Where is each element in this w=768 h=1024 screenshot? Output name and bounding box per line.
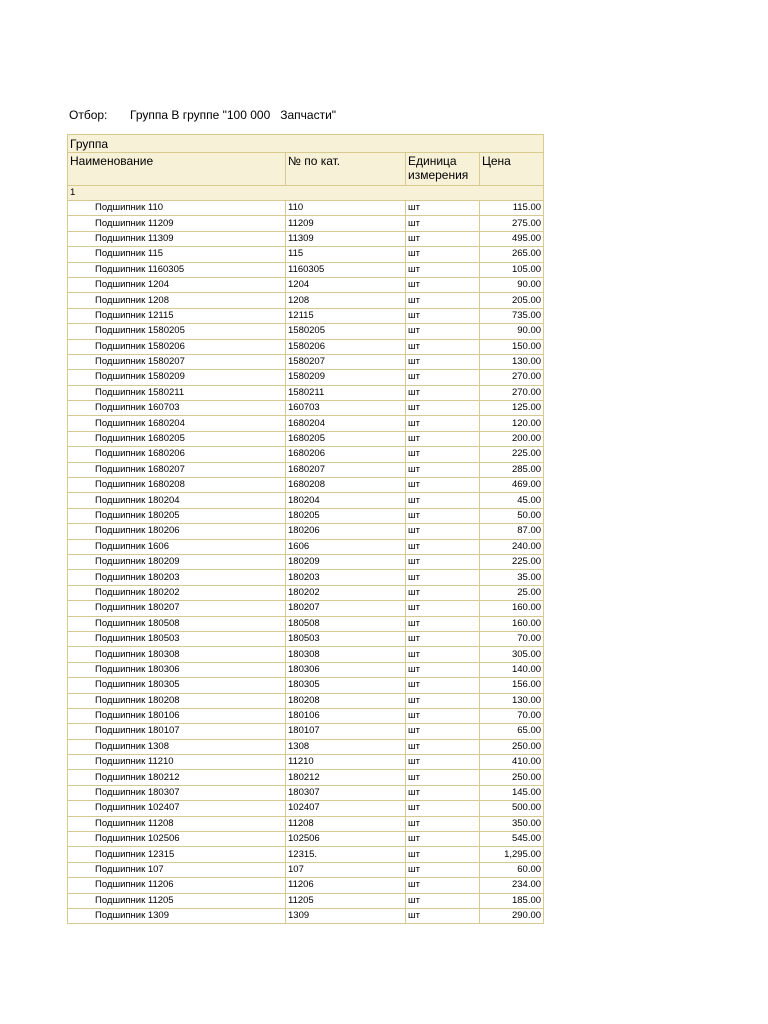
cell-catalog-number: 180107 — [286, 724, 406, 739]
cell-unit: шт — [406, 416, 480, 431]
cell-name: Подшипник 11209 — [68, 216, 286, 231]
cell-catalog-number: 180306 — [286, 662, 406, 677]
table-row — [68, 816, 544, 831]
cell-price: 735.00 — [480, 308, 544, 323]
cell-catalog-number: 180106 — [286, 708, 406, 723]
cell-catalog-number: 1580206 — [286, 339, 406, 354]
cell-catalog-number: 115 — [286, 247, 406, 262]
cell-name: Подшипник 1606 — [68, 539, 286, 554]
cell-name: Подшипник 1308 — [68, 739, 286, 754]
cell-catalog-number: 12315. — [286, 847, 406, 862]
cell-unit: шт — [406, 801, 480, 816]
cell-price: 140.00 — [480, 662, 544, 677]
table-row — [68, 431, 544, 446]
cell-catalog-number: 1680207 — [286, 462, 406, 477]
cell-price: 65.00 — [480, 724, 544, 739]
table-row — [68, 755, 544, 770]
cell-catalog-number: 102506 — [286, 832, 406, 847]
cell-unit: шт — [406, 678, 480, 693]
table-row — [68, 508, 544, 523]
cell-unit: шт — [406, 770, 480, 785]
table-row — [68, 724, 544, 739]
cell-price: 60.00 — [480, 862, 544, 877]
cell-name: Подшипник 180212 — [68, 770, 286, 785]
table-row — [68, 293, 544, 308]
cell-unit: шт — [406, 847, 480, 862]
table-row — [68, 770, 544, 785]
table-row — [68, 339, 544, 354]
cell-price: 160.00 — [480, 616, 544, 631]
cell-unit: шт — [406, 277, 480, 292]
table-row — [68, 493, 544, 508]
table-row — [68, 478, 544, 493]
cell-unit: шт — [406, 262, 480, 277]
table-row — [68, 893, 544, 908]
cell-name: Подшипник 180204 — [68, 493, 286, 508]
header-group-row — [68, 135, 544, 153]
filter-line — [69, 108, 336, 122]
cell-catalog-number: 1580211 — [286, 385, 406, 400]
cell-price: 90.00 — [480, 324, 544, 339]
cell-unit: шт — [406, 247, 480, 262]
cell-unit: шт — [406, 401, 480, 416]
cell-name: Подшипник 180307 — [68, 785, 286, 800]
cell-price: 145.00 — [480, 785, 544, 800]
cell-name: Подшипник 12315 — [68, 847, 286, 862]
cell-price: 545.00 — [480, 832, 544, 847]
cell-price: 205.00 — [480, 293, 544, 308]
column-header-price: Цена — [480, 153, 544, 186]
cell-price: 285.00 — [480, 462, 544, 477]
cell-unit: шт — [406, 832, 480, 847]
cell-unit: шт — [406, 862, 480, 877]
cell-catalog-number: 180202 — [286, 585, 406, 600]
cell-name: Подшипник 180205 — [68, 508, 286, 523]
cell-unit: шт — [406, 693, 480, 708]
cell-price: 35.00 — [480, 570, 544, 585]
table-row — [68, 262, 544, 277]
cell-unit: шт — [406, 739, 480, 754]
table-row — [68, 801, 544, 816]
cell-name: Подшипник 180106 — [68, 708, 286, 723]
table-row — [68, 324, 544, 339]
table-row — [68, 247, 544, 262]
cell-unit: шт — [406, 308, 480, 323]
table-row — [68, 862, 544, 877]
cell-catalog-number: 180307 — [286, 785, 406, 800]
cell-name: Подшипник 180107 — [68, 724, 286, 739]
cell-price: 115.00 — [480, 201, 544, 216]
cell-unit: шт — [406, 201, 480, 216]
cell-price: 185.00 — [480, 893, 544, 908]
cell-name: Подшипник 11309 — [68, 231, 286, 246]
table-row — [68, 385, 544, 400]
cell-unit: шт — [406, 785, 480, 800]
cell-catalog-number: 12115 — [286, 308, 406, 323]
cell-unit: шт — [406, 508, 480, 523]
table-row — [68, 785, 544, 800]
cell-name: Подшипник 1580209 — [68, 370, 286, 385]
cell-price: 240.00 — [480, 539, 544, 554]
table-row — [68, 462, 544, 477]
cell-price: 469.00 — [480, 478, 544, 493]
header-group-cell: Группа — [68, 135, 544, 153]
cell-catalog-number: 180212 — [286, 770, 406, 785]
table-row — [68, 201, 544, 216]
cell-name: Подшипник 1580207 — [68, 354, 286, 369]
cell-catalog-number: 1680205 — [286, 431, 406, 446]
cell-unit: шт — [406, 339, 480, 354]
price-table-body — [68, 135, 544, 924]
cell-catalog-number: 180207 — [286, 601, 406, 616]
cell-name: Подшипник 180503 — [68, 631, 286, 646]
cell-unit: шт — [406, 631, 480, 646]
table-row — [68, 354, 544, 369]
table-row — [68, 647, 544, 662]
cell-unit: шт — [406, 647, 480, 662]
cell-unit: шт — [406, 893, 480, 908]
cell-catalog-number: 1680204 — [286, 416, 406, 431]
cell-price: 156.00 — [480, 678, 544, 693]
cell-name: Подшипник 11210 — [68, 755, 286, 770]
cell-name: Подшипник 11205 — [68, 893, 286, 908]
cell-catalog-number: 180503 — [286, 631, 406, 646]
cell-unit: шт — [406, 216, 480, 231]
cell-unit: шт — [406, 493, 480, 508]
cell-price: 70.00 — [480, 708, 544, 723]
cell-unit: шт — [406, 478, 480, 493]
cell-catalog-number: 1204 — [286, 277, 406, 292]
cell-catalog-number: 180508 — [286, 616, 406, 631]
cell-price: 225.00 — [480, 447, 544, 462]
cell-name: Подшипник 1680207 — [68, 462, 286, 477]
cell-name: Подшипник 180209 — [68, 554, 286, 569]
cell-catalog-number: 11209 — [286, 216, 406, 231]
cell-price: 270.00 — [480, 385, 544, 400]
cell-unit: шт — [406, 293, 480, 308]
cell-price: 125.00 — [480, 401, 544, 416]
column-header-name: Наименование — [68, 153, 286, 186]
cell-price: 265.00 — [480, 247, 544, 262]
table-row — [68, 601, 544, 616]
table-row — [68, 585, 544, 600]
cell-name: Подшипник 180203 — [68, 570, 286, 585]
table-row — [68, 878, 544, 893]
cell-unit: шт — [406, 370, 480, 385]
cell-name: Подшипник 102506 — [68, 832, 286, 847]
cell-catalog-number: 11208 — [286, 816, 406, 831]
cell-catalog-number: 1606 — [286, 539, 406, 554]
cell-price: 290.00 — [480, 908, 544, 923]
table-row — [68, 662, 544, 677]
cell-price: 105.00 — [480, 262, 544, 277]
cell-unit: шт — [406, 878, 480, 893]
cell-catalog-number: 11309 — [286, 231, 406, 246]
table-row — [68, 832, 544, 847]
cell-name: Подшипник 180305 — [68, 678, 286, 693]
header-columns-row — [68, 153, 544, 186]
filter-label: Отбор: — [69, 108, 108, 122]
cell-unit: шт — [406, 231, 480, 246]
cell-catalog-number: 180206 — [286, 524, 406, 539]
table-row — [68, 216, 544, 231]
cell-unit: шт — [406, 708, 480, 723]
cell-catalog-number: 102407 — [286, 801, 406, 816]
table-row — [68, 539, 544, 554]
cell-catalog-number: 107 — [286, 862, 406, 877]
price-table — [67, 134, 544, 924]
cell-catalog-number: 1680206 — [286, 447, 406, 462]
cell-price: 500.00 — [480, 801, 544, 816]
table-row — [68, 616, 544, 631]
cell-unit: шт — [406, 585, 480, 600]
cell-catalog-number: 11206 — [286, 878, 406, 893]
cell-name: Подшипник 102407 — [68, 801, 286, 816]
cell-price: 495.00 — [480, 231, 544, 246]
cell-unit: шт — [406, 431, 480, 446]
cell-name: Подшипник 1680205 — [68, 431, 286, 446]
cell-price: 150.00 — [480, 339, 544, 354]
table-row — [68, 570, 544, 585]
cell-price: 90.00 — [480, 277, 544, 292]
cell-catalog-number: 180203 — [286, 570, 406, 585]
cell-price: 350.00 — [480, 816, 544, 831]
column-header-unit: Единица измерения — [406, 153, 480, 186]
cell-catalog-number: 180204 — [286, 493, 406, 508]
group-row — [68, 186, 544, 201]
cell-price: 45.00 — [480, 493, 544, 508]
filter-value: Группа В группе "100 000 Запчасти" — [130, 108, 337, 122]
group-label: 1 — [68, 186, 544, 201]
cell-price: 225.00 — [480, 554, 544, 569]
cell-price: 305.00 — [480, 647, 544, 662]
cell-name: Подшипник 180508 — [68, 616, 286, 631]
cell-catalog-number: 180205 — [286, 508, 406, 523]
cell-unit: шт — [406, 816, 480, 831]
cell-name: Подшипник 110 — [68, 201, 286, 216]
cell-name: Подшипник 12115 — [68, 308, 286, 323]
cell-name: Подшипник 180206 — [68, 524, 286, 539]
cell-unit: шт — [406, 447, 480, 462]
cell-unit: шт — [406, 554, 480, 569]
column-header-catalog-number: № по кат. — [286, 153, 406, 186]
cell-price: 410.00 — [480, 755, 544, 770]
table-row — [68, 370, 544, 385]
table-row — [68, 554, 544, 569]
cell-price: 200.00 — [480, 431, 544, 446]
cell-price: 250.00 — [480, 739, 544, 754]
cell-catalog-number: 11210 — [286, 755, 406, 770]
cell-price: 160.00 — [480, 601, 544, 616]
cell-name: Подшипник 180308 — [68, 647, 286, 662]
cell-name: Подшипник 1208 — [68, 293, 286, 308]
cell-price: 130.00 — [480, 693, 544, 708]
cell-price: 120.00 — [480, 416, 544, 431]
cell-catalog-number: 1680208 — [286, 478, 406, 493]
cell-name: Подшипник 1580206 — [68, 339, 286, 354]
cell-unit: шт — [406, 724, 480, 739]
cell-name: Подшипник 11206 — [68, 878, 286, 893]
cell-unit: шт — [406, 616, 480, 631]
cell-name: Подшипник 1204 — [68, 277, 286, 292]
cell-catalog-number: 1580207 — [286, 354, 406, 369]
cell-name: Подшипник 107 — [68, 862, 286, 877]
table-row — [68, 693, 544, 708]
cell-catalog-number: 11205 — [286, 893, 406, 908]
cell-unit: шт — [406, 462, 480, 477]
cell-name: Подшипник 1580211 — [68, 385, 286, 400]
cell-name: Подшипник 180202 — [68, 585, 286, 600]
cell-catalog-number: 110 — [286, 201, 406, 216]
cell-price: 70.00 — [480, 631, 544, 646]
cell-catalog-number: 160703 — [286, 401, 406, 416]
table-row — [68, 524, 544, 539]
cell-unit: шт — [406, 908, 480, 923]
cell-price: 50.00 — [480, 508, 544, 523]
cell-name: Подшипник 1160305 — [68, 262, 286, 277]
cell-unit: шт — [406, 354, 480, 369]
cell-name: Подшипник 1680206 — [68, 447, 286, 462]
cell-unit: шт — [406, 570, 480, 585]
cell-name: Подшипник 1680208 — [68, 478, 286, 493]
table-row — [68, 308, 544, 323]
cell-unit: шт — [406, 601, 480, 616]
cell-name: Подшипник 1680204 — [68, 416, 286, 431]
table-row — [68, 277, 544, 292]
cell-unit: шт — [406, 385, 480, 400]
cell-name: Подшипник 180207 — [68, 601, 286, 616]
cell-catalog-number: 180208 — [286, 693, 406, 708]
cell-price: 1,295.00 — [480, 847, 544, 862]
cell-catalog-number: 1580209 — [286, 370, 406, 385]
table-row — [68, 631, 544, 646]
cell-catalog-number: 1160305 — [286, 262, 406, 277]
cell-price: 275.00 — [480, 216, 544, 231]
table-row — [68, 708, 544, 723]
cell-name: Подшипник 160703 — [68, 401, 286, 416]
cell-catalog-number: 180209 — [286, 554, 406, 569]
cell-price: 234.00 — [480, 878, 544, 893]
table-row — [68, 447, 544, 462]
cell-unit: шт — [406, 755, 480, 770]
cell-price: 25.00 — [480, 585, 544, 600]
cell-catalog-number: 180305 — [286, 678, 406, 693]
table-row — [68, 231, 544, 246]
cell-unit: шт — [406, 539, 480, 554]
cell-name: Подшипник 1580205 — [68, 324, 286, 339]
cell-price: 270.00 — [480, 370, 544, 385]
cell-catalog-number: 180308 — [286, 647, 406, 662]
cell-catalog-number: 1580205 — [286, 324, 406, 339]
cell-catalog-number: 1309 — [286, 908, 406, 923]
cell-catalog-number: 1308 — [286, 739, 406, 754]
table-row — [68, 678, 544, 693]
cell-name: Подшипник 1309 — [68, 908, 286, 923]
table-row — [68, 739, 544, 754]
cell-name: Подшипник 11208 — [68, 816, 286, 831]
cell-unit: шт — [406, 324, 480, 339]
cell-price: 87.00 — [480, 524, 544, 539]
cell-unit: шт — [406, 524, 480, 539]
cell-name: Подшипник 115 — [68, 247, 286, 262]
table-row — [68, 401, 544, 416]
cell-catalog-number: 1208 — [286, 293, 406, 308]
cell-price: 130.00 — [480, 354, 544, 369]
cell-name: Подшипник 180208 — [68, 693, 286, 708]
cell-price: 250.00 — [480, 770, 544, 785]
cell-name: Подшипник 180306 — [68, 662, 286, 677]
table-row — [68, 847, 544, 862]
table-row — [68, 908, 544, 923]
table-row — [68, 416, 544, 431]
cell-unit: шт — [406, 662, 480, 677]
